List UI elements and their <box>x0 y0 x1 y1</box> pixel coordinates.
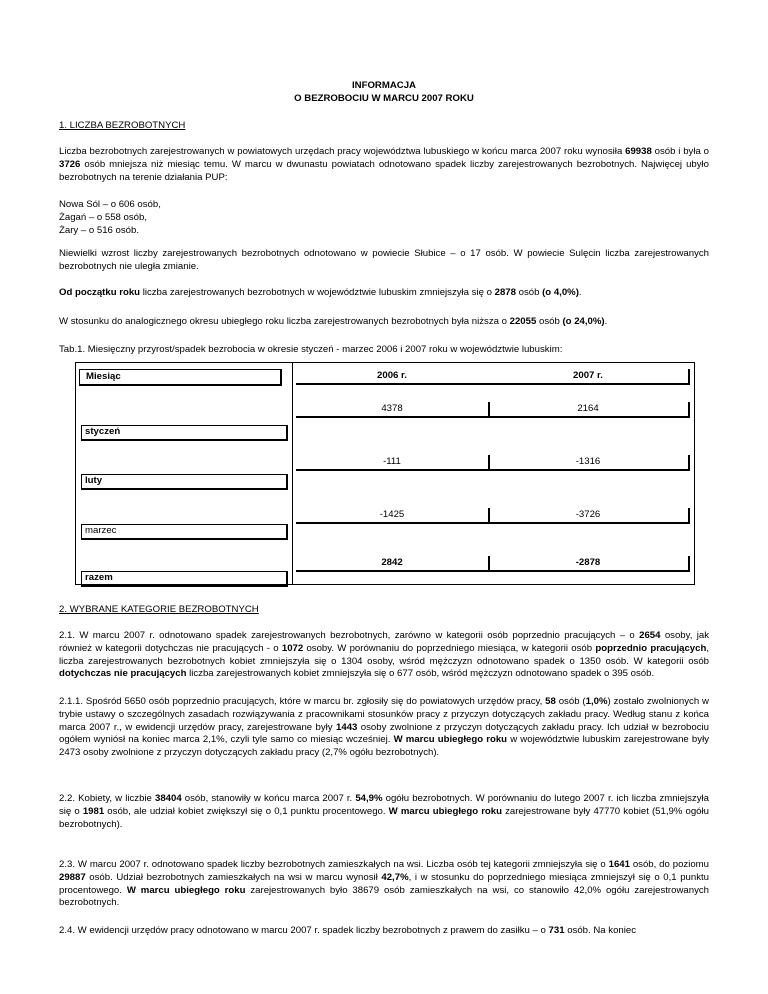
cell-2006-marzec: -1425 <box>296 508 490 524</box>
section1-paragraph1: Liczba bezrobotnych zarejestrowanych w powiatowych urzędach pracy województwa lubuskiego w końcu marca 2007 roku wynosiła 69938 osób i była o 3726 osób mniejsza niż miesiąc temu. W marcu w dwunastu powiatach odnotowano spadek liczby zarejestrowanych bezrobotnych. Najwięcej ubyło bezrobotnych na terenie działania PUP: <box>59 146 709 183</box>
cell-2006-styczen: 4378 <box>296 402 490 418</box>
row-label-luty: luty <box>81 474 288 490</box>
cell-2007-luty: -1316 <box>488 455 690 471</box>
paragraph-2-4: 2.4. W ewidencji urzędów pracy odnotowano w marcu 2007 r. spadek liczby bezrobotnych z prawem do zasiłku – o 731 osób. Na koniec <box>59 925 637 936</box>
cell-2007-marzec: -3726 <box>488 508 690 524</box>
cell-2006-razem: 2842 <box>296 556 490 572</box>
table-divider <box>292 363 293 584</box>
section2-heading: 2. WYBRANE KATEGORIE BEZROBOTNYCH <box>59 604 259 615</box>
row-label-styczen: styczeń <box>81 425 288 441</box>
paragraph-2-3: 2.3. W marcu 2007 r. odnotowano spadek liczby bezrobotnych zamieszkałych na wsi. Liczba osób tej kategorii zmniejszyła się o 1641 osób, do poziomu 29887 osób. Udział bezrobotnych zamieszkałych na wsi w marcu wynosił 42,7%, i w stosunku do poprzedniego miesiąca zmniejszył się o 0,1 punktu procentowego. W marcu ubiegłego roku zarejestrowanych było 38679 osób zamieszkałych na wsi, co stanowiło 42,0% ogółu zarejestrowanych bezrobotnych. <box>59 859 709 909</box>
section1-heading: 1. LICZBA BEZROBOTNYCH <box>59 120 186 131</box>
document-title-line1: INFORMACJA <box>352 80 416 91</box>
list-item: Żary – o 516 osób. <box>59 224 139 236</box>
table-caption: Tab.1. Miesięczny przyrost/spadek bezrobocia w okresie styczeń - marzec 2006 i 2007 roku w województwie lubuskim: <box>59 344 563 355</box>
list-item: Nowa Sól – o 606 osób, <box>59 199 161 210</box>
row-label-marzec: marzec <box>81 524 288 540</box>
section1-paragraph4: W stosunku do analogicznego okresu ubiegłego roku liczba zarejestrowanych bezrobotnych była niższa o 22055 osób (o 24,0%). <box>59 316 608 327</box>
cell-2006-luty: -111 <box>296 455 490 471</box>
header-2007: 2007 r. <box>488 369 690 385</box>
unemployment-change-table <box>75 362 695 585</box>
paragraph-2-2: 2.2. Kobiety, w liczbie 38404 osób, stanowiły w końcu marca 2007 r. 54,9% ogółu bezrobotnych. W porównaniu do lutego 2007 r. ich liczba zmniejszyła się o 1981 osób, ale udział kobiet zwiększył się o 0,1 punktu procentowego. W marcu ubiegłego roku zarejestrowane były 47770 kobiet (51,9% ogółu bezrobotnych). <box>59 793 709 830</box>
paragraph-2-1: 2.1. W marcu 2007 r. odnotowano spadek zarejestrowanych bezrobotnych, zarówno w kategorii osób poprzednio pracujących – o 2654 osoby, jak również w kategorii dotychczas nie pracujących - o 1072 osoby. W porównaniu do poprzedniego miesiąca, w kategorii osób poprzednio pracujących, liczba zarejestrowanych bezrobotnych kobiet zmniejszyła się o 1304 osoby, wśród mężczyzn odnotowano spadek o 1350 osób. W kategorii osób dotychczas nie pracujących liczba zarejestrowanych kobiet zmniejszyła się o 677 osób, wśród mężczyzn odnotowano spadek o 395 osób. <box>59 630 709 680</box>
decrease-list <box>59 199 709 237</box>
cell-2007-razem: -2878 <box>488 556 690 572</box>
section1-paragraph3: Od początku roku liczba zarejestrowanych bezrobotnych w województwie lubuskim zmniejszyła się o 2878 osób (o 4,0%). <box>59 287 582 298</box>
header-month: Miesiąc <box>79 369 282 386</box>
row-label-razem: razem <box>81 571 288 587</box>
cell-2007-styczen: 2164 <box>488 402 690 418</box>
list-item: Żagań – o 558 osób, <box>59 211 148 223</box>
section1-paragraph2: Niewielki wzrost liczby zarejestrowanych bezrobotnych odnotowano w powiecie Słubice – o 17 osób. W powiecie Sulęcin liczba zarejestrowanych bezrobotnych nie uległa zmianie. <box>59 248 709 272</box>
header-2006: 2006 r. <box>296 369 490 385</box>
document-title-line2: O BEZROBOCIU W MARCU 2007 ROKU <box>294 93 474 104</box>
paragraph-2-1-1: 2.1.1. Spośród 5650 osób poprzednio pracujących, które w marcu br. zgłosiły się do powiatowych urzędów pracy, 58 osób (1,0%) zostało zwolnionych w trybie ustawy o szczególnych zasadach rozwiązywania z pracownikami stosunków pracy z przyczyn dotyczących zakładu pracy. Według stanu z końca marca 2007 r., w ewidencji urzędów pracy, zarejestrowane były 1443 osoby zwolnione z przyczyn dotyczących zakładu pracy. Ich udział w bezrobociu ogółem wyniósł na koniec marca 2,1%, czyli tyle samo co miesiąc wcześniej. W marcu ubiegłego roku w województwie lubuskim zarejestrowane były 2473 osoby zwolnione z przyczyn dotyczących zakładu pracy (2,7% ogółu bezrobotnych). <box>59 696 709 758</box>
